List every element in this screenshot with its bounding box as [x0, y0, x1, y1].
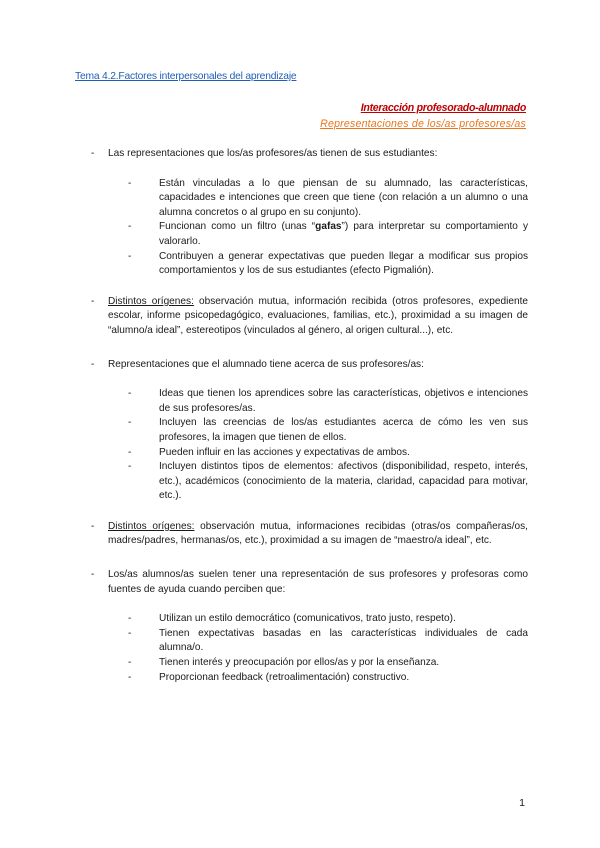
bullet-dash: -: [128, 613, 132, 625]
paragraph-text: Los/as alumnos/as suelen tener una representación de sus profesores y profesoras como fuentes de ayuda cuando perciben que:: [108, 569, 528, 595]
bullet-dash: -: [128, 461, 132, 473]
bullet-dash: -: [128, 671, 132, 683]
list-item-student-representations: [72, 358, 528, 373]
bullet-dash: -: [91, 569, 95, 581]
paragraph-text: observación mutua, información recibida (otros profesores, expediente escolar, informe psicopedagógico, evaluaciones, familias, etc.), proximidad a su imagen de “alumno/a ideal”, estereotipos (vinculados al género, al origen cultural...), etc.: [108, 295, 528, 336]
sub-list-item: [72, 387, 528, 416]
sub-item-text: Utilizan un estilo democrático (comunicativos, trato justo, respeto).: [159, 613, 456, 625]
sub-item-text: Incluyen las creencias de los/as estudiantes acerca de cómo les ven sus profesores, la imagen que tienen de ellos.: [159, 417, 528, 443]
underlined-label: Distintos orígenes:: [108, 295, 194, 307]
list-item-origins-teachers: [72, 295, 528, 339]
bullet-dash: -: [91, 148, 95, 159]
bullet-dash: -: [128, 388, 132, 400]
bullet-dash: -: [91, 358, 95, 370]
sub-list-item: [72, 220, 528, 249]
sub-list-item: [72, 250, 528, 279]
bullet-dash: -: [128, 250, 132, 262]
bullet-dash: -: [128, 657, 132, 669]
sub-item-text: Incluyen distintos tipos de elementos: afectivos (disponibilidad, respeto, interés, etc.), académicos (conocimiento de la materia, claridad, capacidad para motivar, etc.).: [159, 461, 528, 502]
bullet-dash: -: [128, 627, 132, 639]
section-subtitle: Representaciones de los/as profesores/as: [320, 118, 526, 130]
sub-item-text: Tienen expectativas basadas en las características individuales de cada alumna/o.: [159, 627, 528, 654]
sub-item-text: Proporcionan feedback (retroalimentación) constructivo.: [159, 671, 410, 683]
bullet-dash: -: [128, 417, 132, 429]
sub-list-item: [72, 612, 528, 627]
page-number: 1: [519, 797, 525, 809]
sub-item-text-post: ”) para interpretar su comportamiento y valorarlo.: [159, 221, 528, 247]
sub-item-text: Tienen interés y preocupación por ellos/as y por la enseñanza.: [159, 657, 440, 669]
sub-item-text-bold: gafas: [315, 221, 342, 233]
sub-item-text-pre: Funcionan como un filtro (unas “: [159, 221, 316, 233]
sub-item-text: Contribuyen a generar expectativas que pueden llegar a modificar sus propios comportamientos y los de sus estudiantes (efecto Pigmalión).: [159, 250, 528, 277]
bullet-dash: -: [128, 446, 132, 458]
bullet-dash: -: [128, 177, 132, 189]
sub-item-text: Están vinculadas a lo que piensan de su alumnado, las características, capacidades e intenciones que creen que tiene (con relación a un alumno o una alumna concretos o al grupo en su conjunto).: [159, 177, 528, 218]
sub-list-item: [72, 416, 528, 445]
sub-item-text: Ideas que tienen los aprendices sobre las características, objetivos e intenciones de sus profesores/as.: [159, 388, 528, 414]
sub-list-item: [72, 177, 528, 221]
paragraph-text: observación mutua, informaciones recibidas (otras/os compañeras/os, madres/padres, hermanas/os, etc.), proximidad a su imagen de “maestro/a ideal”, etc.: [108, 520, 528, 547]
sub-item-text: Pueden influir en las acciones y expectativas de ambos.: [159, 446, 410, 458]
sub-list-item: [72, 446, 528, 461]
section-title: Interacción profesorado-alumnado: [360, 102, 526, 114]
paragraph-text: Representaciones que el alumnado tiene acerca de sus profesores/as:: [108, 358, 424, 370]
sub-list-item: [72, 656, 528, 671]
bullet-dash: -: [128, 221, 132, 233]
sub-list-item: [72, 671, 528, 686]
list-item-teacher-representations: [72, 147, 528, 162]
underlined-label: Distintos orígenes:: [108, 520, 195, 532]
list-item-help-sources: [72, 568, 528, 597]
page-header-title: Tema 4.2.Factores interpersonales del aprendizaje: [75, 71, 297, 82]
paragraph-text: Las representaciones que los/as profesores/as tienen de sus estudiantes:: [108, 148, 438, 159]
document-body: [72, 147, 528, 685]
sub-list-item: [72, 460, 528, 504]
list-item-origins-students: [72, 520, 528, 549]
bullet-dash: -: [91, 520, 95, 532]
bullet-dash: -: [91, 295, 95, 307]
sub-list-item: [72, 627, 528, 656]
